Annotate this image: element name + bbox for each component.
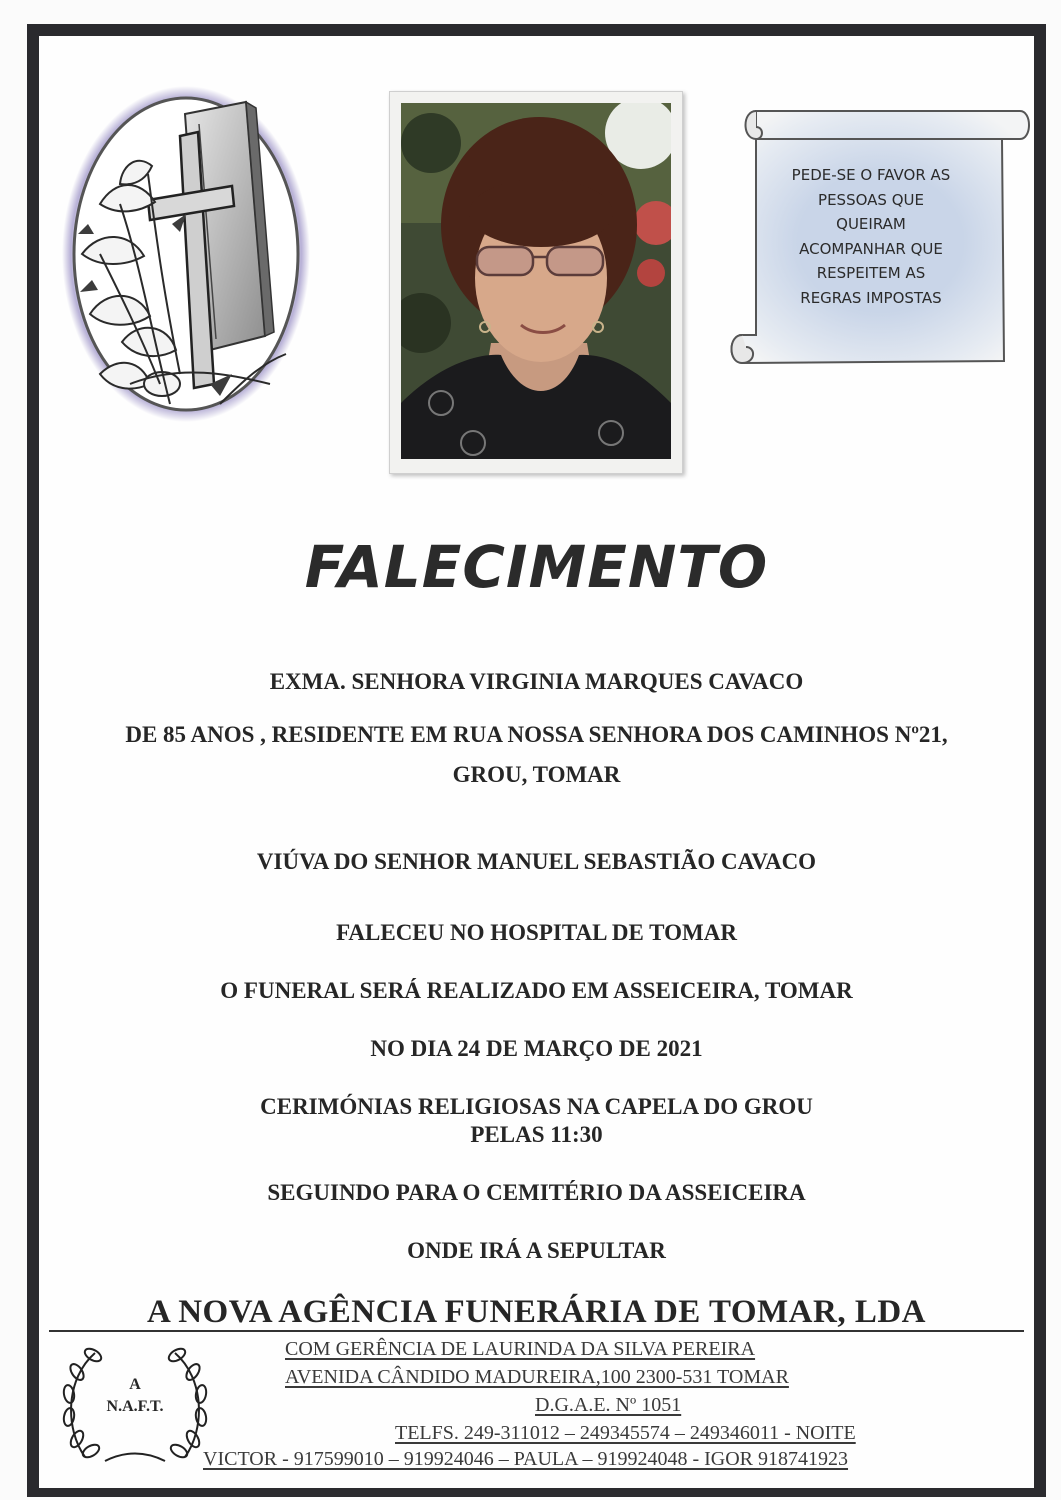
portrait-photo — [401, 103, 671, 459]
scroll-notice-text: PEDE-SE O FAVOR AS PESSOAS QUE QUEIRAM ACOMPANHAR QUE RESPEITEM AS REGRAS IMPOSTAS — [791, 166, 951, 307]
locality: GROU, TOMAR — [452, 762, 621, 787]
widow-line: VIÚVA DO SENHOR MANUEL SEBASTIÃO CAVACO — [256, 849, 817, 874]
ceremony-time: PELAS 11:30 — [470, 1122, 603, 1147]
agency-night-contacts: VICTOR - 917599010 – 919924046 – PAULA – 919924048 - IGOR 918741923 — [203, 1448, 849, 1470]
agency-name: A NOVA AGÊNCIA FUNERÁRIA DE TOMAR, LDA — [146, 1294, 927, 1330]
death-place: FALECEU NO HOSPITAL DE TOMAR — [336, 920, 737, 945]
burial-line: ONDE IRÁ A SEPULTAR — [407, 1238, 666, 1263]
age-residence: DE 85 ANOS , RESIDENTE EM RUA NOSSA SENHORA DOS CAMINHOS Nº21, — [125, 722, 948, 747]
page-title: FALECIMENTO — [304, 533, 769, 601]
deceased-name: EXMA. SENHORA VIRGINIA MARQUES CAVACO — [269, 669, 804, 694]
logo-initials: N.A.F.T. — [106, 1398, 164, 1415]
funeral-place: O FUNERAL SERÁ REALIZADO EM ASSEICEIRA, TOMAR — [220, 978, 853, 1003]
portrait-photo-frame — [389, 91, 683, 474]
agency-phones: TELFS. 249-311012 – 249345574 – 249346011 - NOITE — [395, 1422, 856, 1444]
funeral-date: NO DIA 24 DE MARÇO DE 2021 — [370, 1036, 703, 1061]
notice-frame — [27, 24, 1046, 1497]
ceremony-line: CERIMÓNIAS RELIGIOSAS NA CAPELA DO GROU — [260, 1094, 813, 1119]
agency-license: D.G.A.E. Nº 1051 — [535, 1394, 682, 1416]
procession-line: SEGUINDO PARA O CEMITÉRIO DA ASSEICEIRA — [267, 1180, 806, 1205]
logo-letter: A — [129, 1376, 141, 1393]
divider — [49, 1330, 1024, 1332]
agency-management: COM GERÊNCIA DE LAURINDA DA SILVA PEREIRA — [285, 1338, 756, 1360]
agency-address: AVENIDA CÂNDIDO MADUREIRA,100 2300-531 TOMAR — [285, 1366, 789, 1388]
cross-lily-icon — [60, 84, 312, 424]
